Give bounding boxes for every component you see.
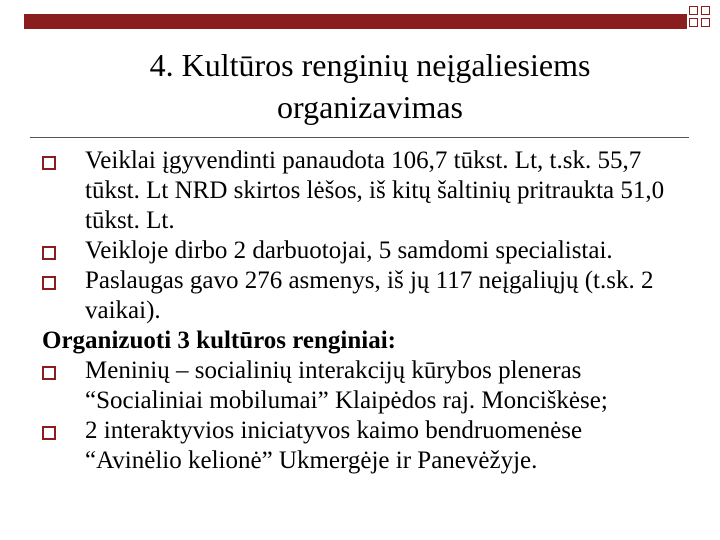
- title-line-2: organizavimas: [276, 89, 463, 125]
- list-item-text: Paslaugas gavo 276 asmenys, iš jų 117 neįgaliųjų (t.sk. 2 vaikai).: [85, 267, 654, 324]
- section-subheading: Organizuoti 3 kultūros renginiai:: [42, 327, 396, 354]
- list-item-text: Veiklai įgyvendinti panaudota 106,7 tūkst. Lt, t.sk. 55,7 tūkst. Lt NRD skirtos lėšos, iš kitų šaltinių pritraukta 51,0 tūkst. Lt.: [85, 147, 665, 234]
- corner-square-icon: [689, 6, 698, 15]
- list-item: [42, 416, 682, 476]
- title-divider: [30, 137, 689, 138]
- list-item: [42, 236, 682, 266]
- hollow-square-icon: [42, 156, 56, 170]
- list-item-text: 2 interaktyvios iniciatyvos kaimo bendruomenėse “Avinėlio kelionė” Ukmergėje ir Panevėžyje.: [85, 417, 583, 474]
- list-item: [42, 356, 682, 416]
- corner-square-icon: [701, 18, 710, 27]
- title-line-1: 4. Kultūros renginių neįgaliesiems: [149, 47, 591, 83]
- list-item: [42, 266, 682, 326]
- corner-square-icon: [701, 6, 710, 15]
- header-bar: [24, 14, 687, 29]
- list-item: [42, 146, 682, 236]
- slide-title: [60, 44, 680, 128]
- corner-square-icon: [689, 18, 698, 27]
- hollow-square-icon: [42, 426, 56, 440]
- hollow-square-icon: [42, 366, 56, 380]
- hollow-square-icon: [42, 276, 56, 290]
- list-item-text: Meninių – socialinių interakcijų kūrybos pleneras “Socialiniai mobilumai” Klaipėdos raj. Monciškėse;: [85, 357, 608, 414]
- hollow-square-icon: [42, 246, 56, 260]
- list-item-text: Veikloje dirbo 2 darbuotojai, 5 samdomi specialistai.: [85, 237, 613, 264]
- slide-body: [42, 146, 682, 476]
